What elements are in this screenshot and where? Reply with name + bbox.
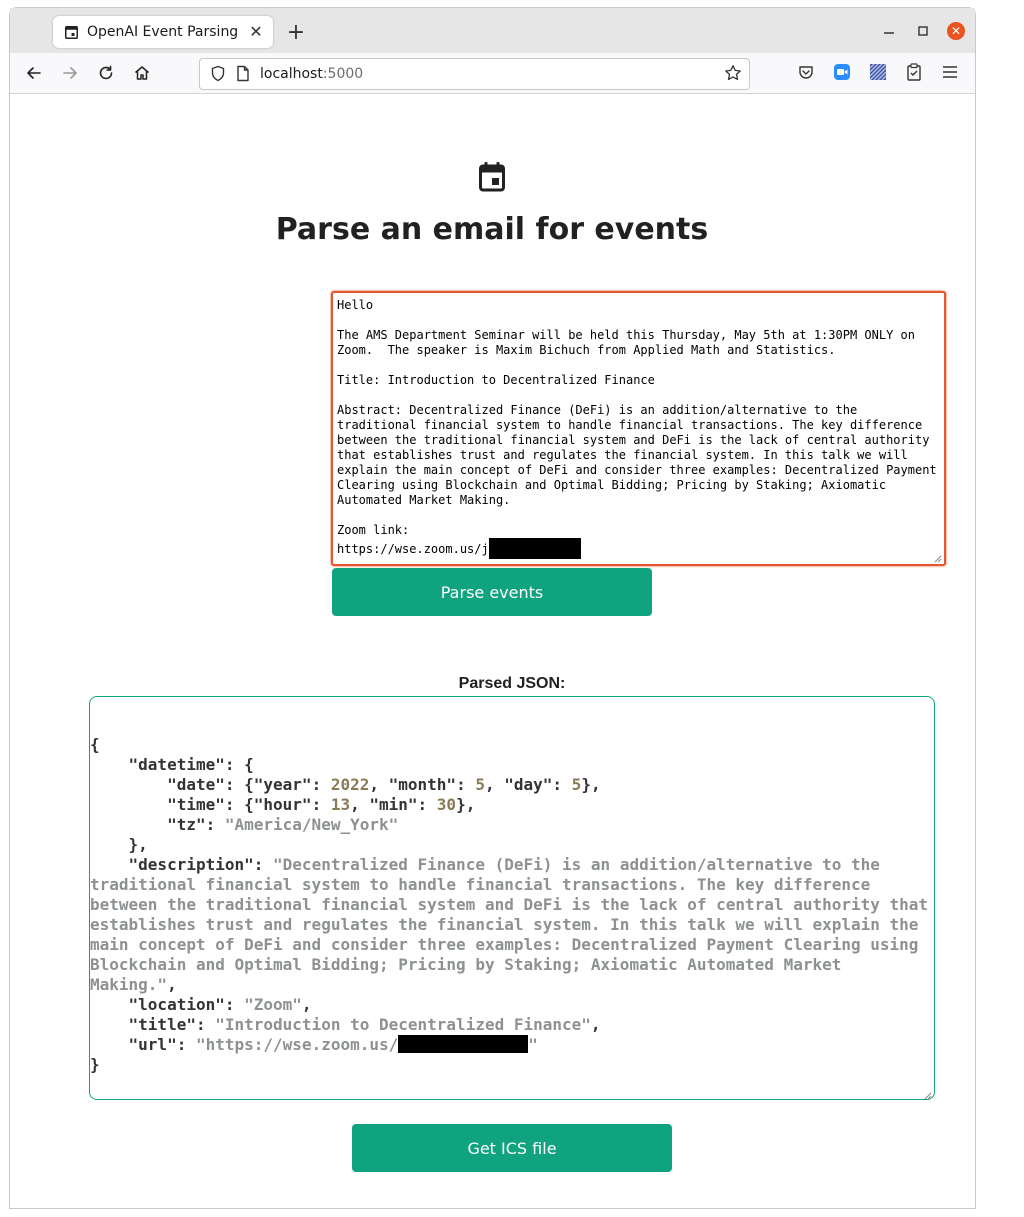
redacted-url-block [398,1035,528,1053]
json-day: 5 [571,775,582,794]
json-year: 2022 [330,775,370,794]
calendar-favicon-icon [63,24,79,40]
get-ics-file-button[interactable]: Get ICS file [352,1124,672,1172]
address-bar[interactable] [199,58,750,90]
navigation-toolbar [10,53,975,94]
pocket-icon[interactable] [795,61,817,83]
json-tz: "America/New_York" [224,815,399,834]
email-textarea[interactable] [331,291,946,566]
json-resize-handle-icon[interactable] [922,1087,932,1097]
redacted-block [489,538,581,559]
back-icon[interactable] [22,61,46,85]
page-icon[interactable] [236,65,250,87]
json-hour: 13 [330,795,351,814]
json-month: 5 [475,775,485,794]
tab-bar [10,8,975,53]
reload-icon[interactable] [94,61,118,85]
json-location: "Zoom" [244,995,302,1014]
window-close-icon[interactable]: ✕ [947,22,965,40]
parsed-json-output[interactable] [89,696,938,1100]
url-text[interactable] [260,66,363,82]
json-min: 30 [436,795,457,814]
json-description: "Decentralized Finance (DeFi) is an addition/alternative to the traditional financial system to handle financial transactions. The key difference between the traditional financial system and DeFi is the lack of central authority that establishes trust and regulates the financial system. In this talk we will explain the main concept of DeFi and consider three examples: Decentralized Payment Clearing using Blockchain and Optimal Bidding; Pricing by Staking; Axiomatic Automated Market Making." [90,855,938,994]
pattern-extension-icon[interactable] [867,61,889,83]
forward-icon[interactable] [58,61,82,85]
parse-events-button[interactable]: Parse events [332,568,652,616]
json-code: { "datetime": { "date": {"year": 2022, "month": 5, "day": 5}, "time": {"hour": 13, "min": 30}, "tz": "America/New_York" }, "description": "Decentralized Finance (DeFi) is an addition/alternative to the traditional financial system to handle financial transactions. The key difference between the traditional financial system and DeFi is the lack of central authority that establishes trust and regulates the financial system. In this talk we will explain the main concept of DeFi and consider three examples: Decentralized Payment Clearing using Blockchain and Optimal Bidding; Pricing by Staking; Axiomatic Automated Market Making.", "location": "Zoom", "title": "Introduction to Decentralized Finance", "url": "https://wse.zoom.us/ " } [90,735,938,1074]
home-icon[interactable] [130,61,154,85]
url-host: localhost [260,66,323,82]
calendar-icon [478,162,506,192]
resize-handle-icon[interactable] [932,552,942,562]
email-text: Hello The AMS Department Seminar will be held this Thursday, May 5th at 1:30PM ONLY on Zoom. The speaker is Maxim Bichuch from Applied Math and Statistics. Title: Introduction to Decentralized Finance Abstract: Decentralized Finance (DeFi) is an addition/alternative to the traditional financial system to handle financial transactions. The key difference between the traditional financial system and DeFi is the lack of central authority that establishes trust and regulates the financial system. In this talk we will explain the main concept of DeFi and consider three examples: Decentralized Payment Clearing using Blockchain and Optimal Bidding; Pricing by Staking; Axiomatic Automated Market Making. Zoom link: https://wse.zoom.us/j [337,298,937,556]
page-title: Parse an email for events [275,212,709,247]
browser-tab[interactable] [53,16,273,48]
json-url-suffix: " [528,1035,538,1054]
menu-icon[interactable] [939,61,961,83]
bookmark-star-icon[interactable] [724,64,742,87]
new-tab-icon[interactable]: + [286,19,306,45]
json-url-prefix: "https://wse.zoom.us/ [195,1035,399,1054]
maximize-icon[interactable] [914,22,932,40]
zoom-extension-icon[interactable] [831,61,853,83]
minimize-icon[interactable] [880,22,898,40]
close-tab-icon[interactable]: ✕ [249,24,263,41]
parsed-json-label: Parsed JSON: [458,675,566,692]
url-port: :5000 [322,66,364,82]
tab-title: OpenAI Event Parsing [87,24,239,40]
clipboard-extension-icon[interactable] [903,61,925,83]
json-title: "Introduction to Decentralized Finance" [215,1015,591,1034]
shield-icon[interactable] [210,65,226,87]
